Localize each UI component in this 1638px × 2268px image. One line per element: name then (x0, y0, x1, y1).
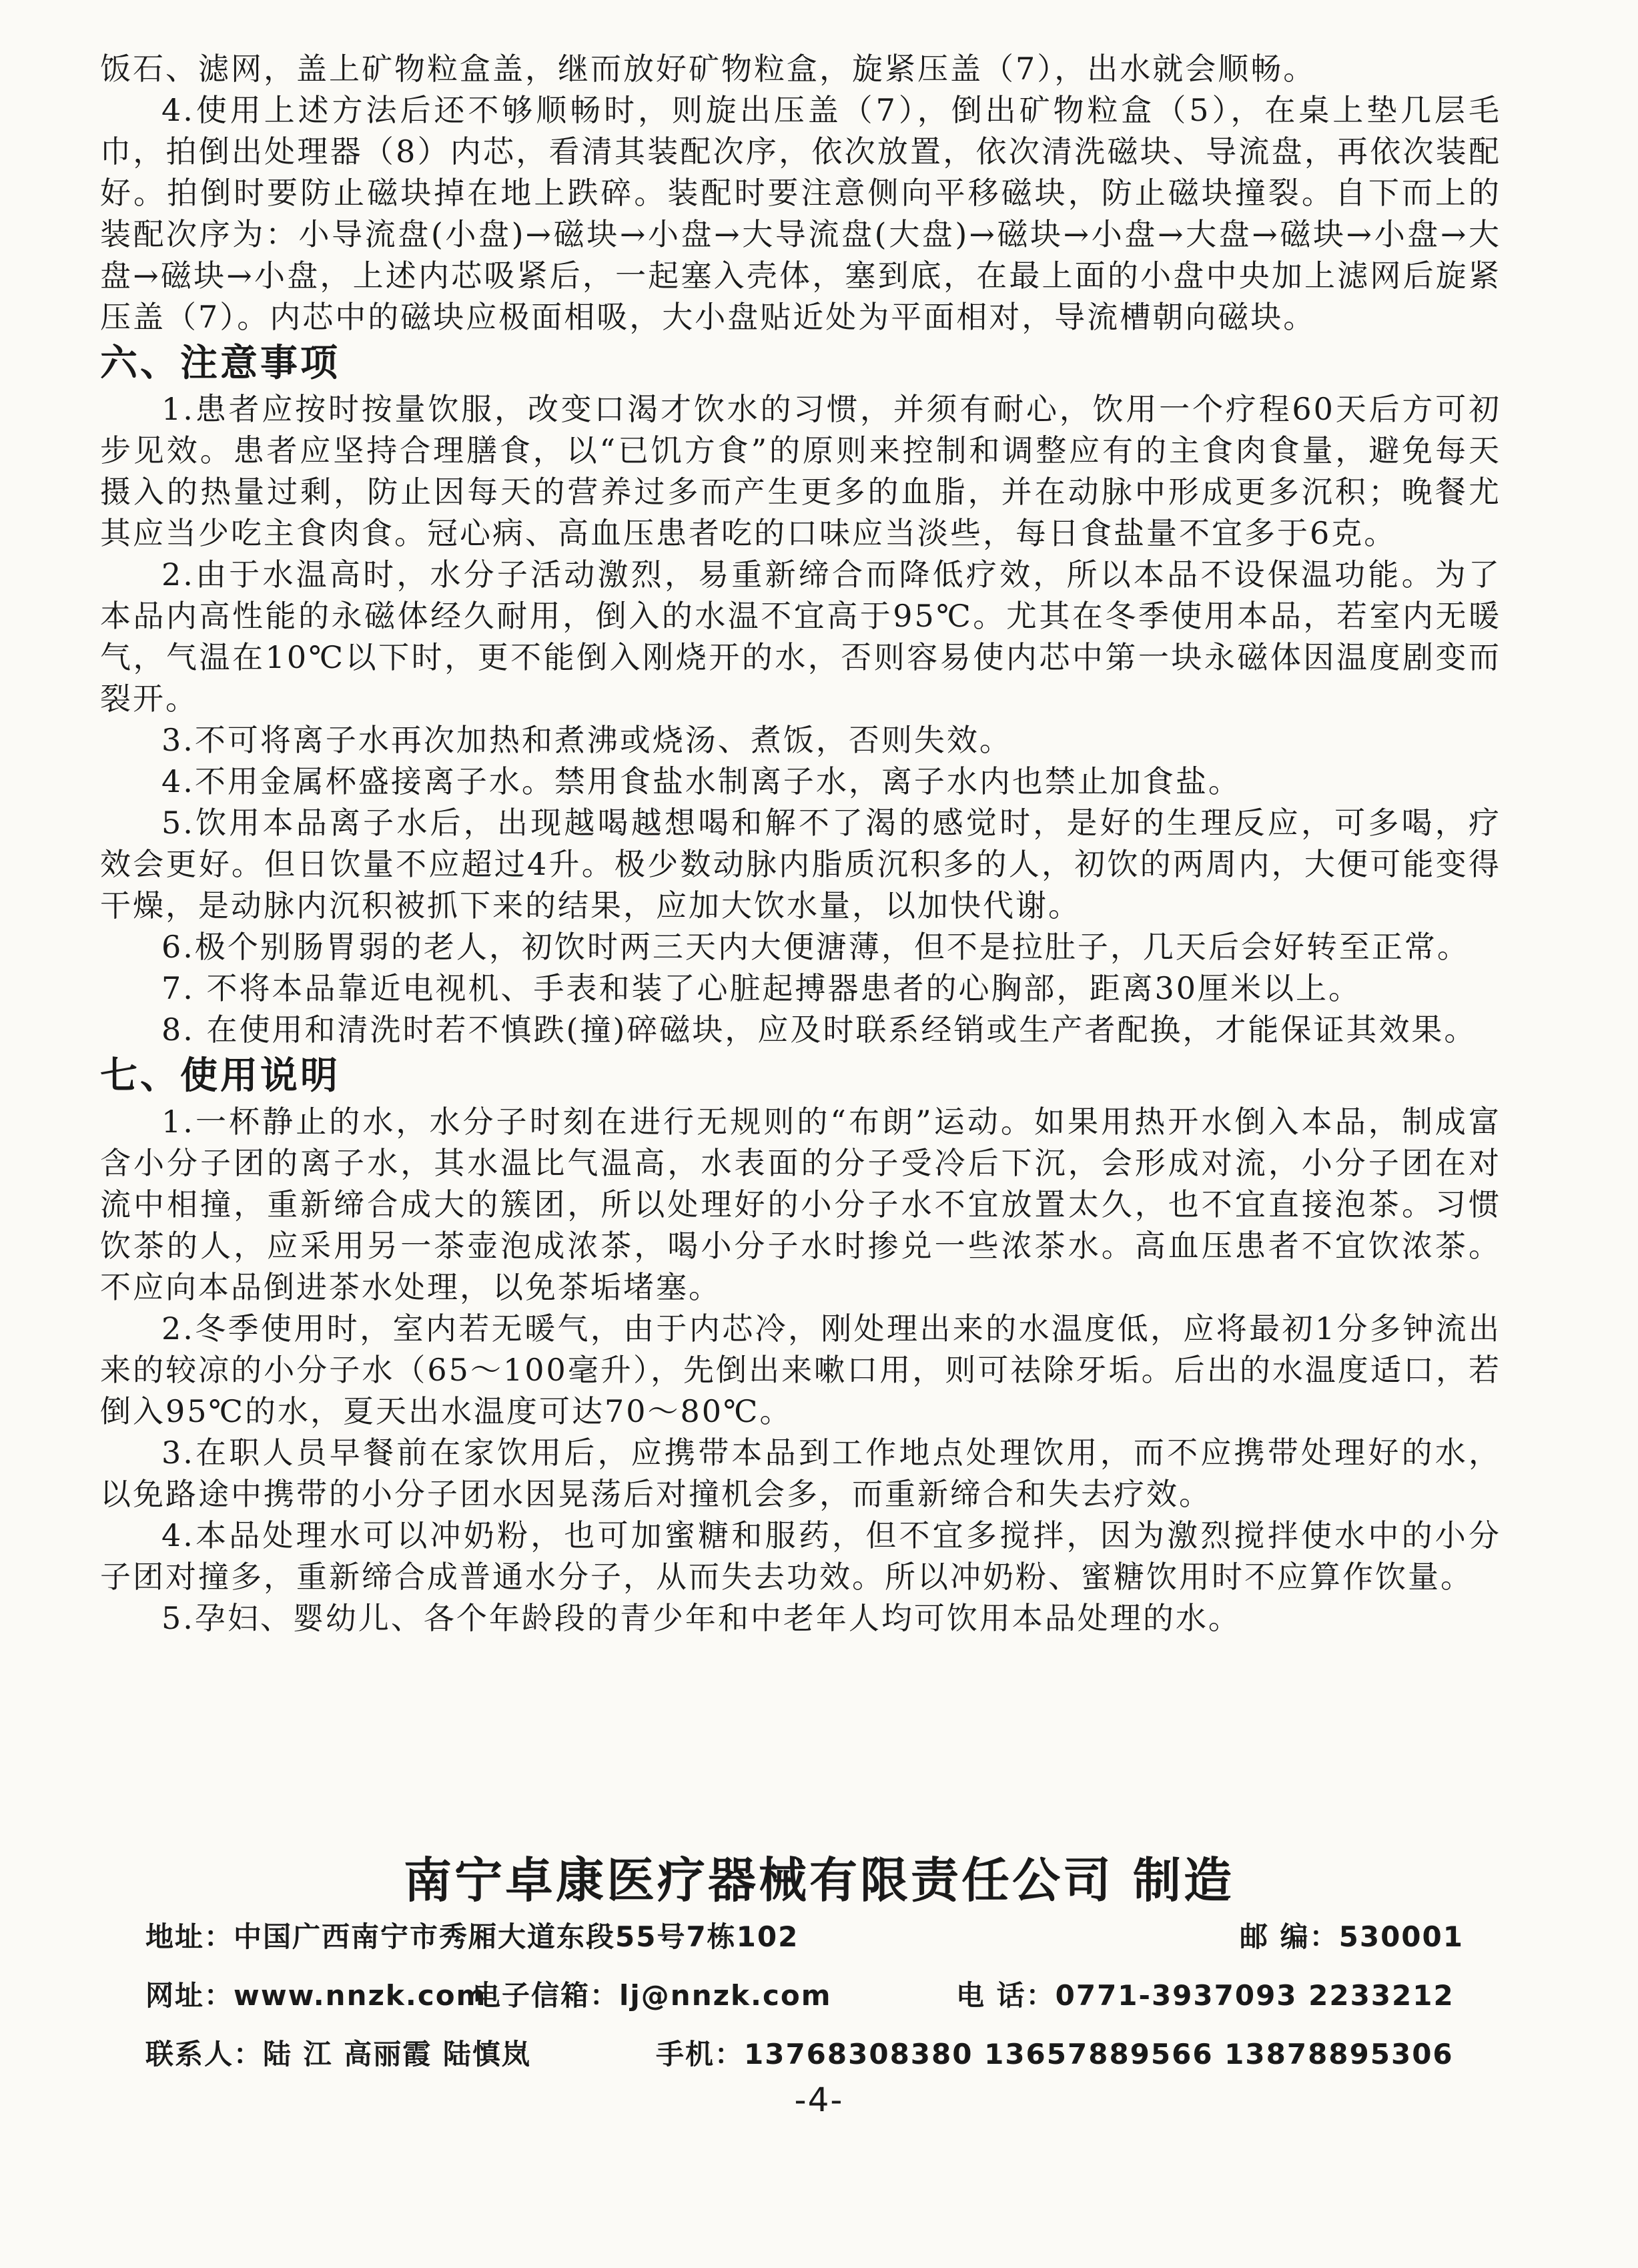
email-label: 电子信箱： (472, 1979, 620, 2012)
precaution-item: 4.不用金属杯盛接离子水。禁用食盐水制离子水，离子水内也禁止加食盐。 (161, 763, 1241, 799)
section-heading-precautions: 六、注意事项 (100, 342, 340, 385)
instruction-item: 5.孕妇、婴幼儿、各个年龄段的青少年和中老年人均可饮用本品处理的水。 (161, 1600, 1241, 1636)
precaution-item: 3.不可将离子水再次加热和煮沸或烧汤、煮饭，否则失效。 (161, 722, 1012, 758)
web-line (145, 1974, 1480, 2014)
phone-group (956, 1974, 1455, 2014)
intro-continuation: 饭石、滤网，盖上矿物粒盒盖，继而放好矿物粒盒，旋紧压盖（7），出水就会顺畅。 (100, 51, 1316, 87)
instruction-item: 4.本品处理水可以冲奶粉，也可加蜜糖和服药，但不宜多搅拌，因为激烈搅拌使水中的小分子团对撞多，重新缔合成普通水分子，从而失去功效。所以冲奶粉、蜜糖饮用时不应算作饮量。 (100, 1517, 1501, 1595)
intro-item-4: 4.使用上述方法后还不够顺畅时，则旋出压盖（7），倒出矿物粒盒（5），在桌上垫几层毛巾，拍倒出处理器（8）内芯，看清其装配次序，依次放置，依次清洗磁块、导流盘，再依次装配好。拍倒时要防止磁块掉在地上跌碎。装配时要注意侧向平移磁块，防止磁块撞裂。自下而上的装配次序为：小导流盘(小盘)→磁块→小盘→大导流盘(大盘)→磁块→小盘→大盘→磁块→小盘→大盘→磁块→小盘，上述内芯吸紧后，一起塞入壳体，塞到底，在最上面的小盘中央加上滤网后旋紧压盖（7）。内芯中的磁块应极面相吸，大小盘贴近处为平面相对，导流槽朝向磁块。 (100, 92, 1502, 335)
email-value[interactable]: lj@nnzk.com (619, 1979, 832, 2012)
website-value[interactable]: www.nnzk.com (234, 1979, 487, 2012)
postcode-label: 邮 编： (1240, 1920, 1339, 1953)
precaution-item: 1.患者应按时按量饮服，改变口渴才饮水的习惯，并须有耐心，饮用一个疗程60天后方可初步见效。患者应坚持合理膳食，以“已饥方食”的原则来控制和调整应有的主食肉食量，避免每天摄入的热量过剩，防止因每天的营养过多而产生更多的血脂，并在动脉中形成更多沉积；晚餐尤其应当少吃主食肉食。冠心病、高血压患者吃的口味应当淡些，每日食盐量不宜多于6克。 (100, 391, 1501, 551)
mobile-numbers: 13768308380 13657889566 13878895306 (744, 2038, 1454, 2070)
email-group (472, 1974, 831, 2014)
instruction-item: 2.冬季使用时，室内若无暖气，由于内芯冷，刚处理出来的水温度低，应将最初1分多钟流出来的较凉的小分子水（65～100毫升），先倒出来嗽口用，则可祛除牙垢。后出的水温度适口，若倒入95℃的水，夏天出水温度可达70～80℃。 (100, 1310, 1501, 1429)
page-number: -4- (794, 2081, 844, 2119)
postcode-value: 530001 (1338, 1920, 1464, 1953)
contact-persons: 陆 江 高丽霞 陆慎岚 (263, 2038, 531, 2070)
precaution-item: 6.极个别肠胃弱的老人，初饮时两三天内大便溏薄，但不是拉肚子，几天后会好转至正常。 (161, 929, 1470, 965)
instruction-item: 1.一杯静止的水，水分子时刻在进行无规则的“布朗”运动。如果用热开水倒入本品，制成富含小分子团的离子水，其水温比气温高，水表面的分子受冷后下沉，会形成对流，小分子团在对流中相撞，重新缔合成大的簇团，所以处理好的小分子水不宜放置太久，也不宜直接泡茶。习惯饮茶的人，应采用另一茶壶泡成浓茶，喝小分子水时掺兑一些浓茶水。高血压患者不宜饮浓茶。不应向本品倒进茶水处理，以免茶垢堵塞。 (100, 1104, 1501, 1305)
address-line (145, 1915, 1480, 1955)
postcode-group (1240, 1915, 1464, 1955)
address-value: 中国广西南宁市秀厢大道东段55号7栋102 (234, 1920, 799, 1953)
precaution-item: 5.饮用本品离子水后，出现越喝越想喝和解不了渴的感觉时，是好的生理反应，可多喝，疗效会更好。但日饮量不应超过4升。极少数动脉内脂质沉积多的人，初饮的两周内，大便可能变得干燥，是动脉内沉积被抓下来的结果，应加大饮水量，以加快代谢。 (100, 805, 1501, 923)
phone-label: 电 话： (956, 1979, 1056, 2012)
manufacturer-footer (0, 1842, 1638, 2070)
contact-line (145, 2032, 1480, 2072)
instruction-item: 3.在职人员早餐前在家饮用后，应携带本品到工作地点处理饮用，而不应携带处理好的水，以免路途中携带的小分子团水因晃荡后对撞机会多，而重新缔合和失去疗效。 (100, 1435, 1501, 1512)
section-heading-instructions: 七、使用说明 (100, 1054, 340, 1098)
precaution-item: 8. 在使用和清洗时若不慎跌(撞)碎磁块，应及时联系经销或生产者配换，才能保证其效果。 (161, 1012, 1477, 1048)
mobile-label: 手机： (656, 2038, 745, 2070)
website-label: 网址： (145, 1979, 234, 2012)
contact-person-label: 联系人： (145, 2038, 264, 2070)
company-name: 南宁卓康医疗器械有限责任公司 制造 (403, 1852, 1235, 1908)
mobile-group (656, 2032, 1454, 2072)
precaution-item: 2.由于水温高时，水分子活动激烈，易重新缔合而降低疗效，所以本品不设保温功能。为了本品内高性能的永磁体经久耐用，倒入的水温不宜高于95℃。尤其在冬季使用本品，若室内无暖气，气温在10℃以下时，更不能倒入刚烧开的水，否则容易使内芯中第一块永磁体因温度剧变而裂开。 (100, 556, 1501, 717)
body-text (100, 48, 1501, 1639)
address-label: 地址： (145, 1920, 234, 1953)
precaution-item: 7. 不将本品靠近电视机、手表和装了心脏起搏器患者的心胸部，距离30厘米以上。 (161, 970, 1362, 1006)
phone-value: 0771-3937093 2233212 (1055, 1979, 1455, 2012)
